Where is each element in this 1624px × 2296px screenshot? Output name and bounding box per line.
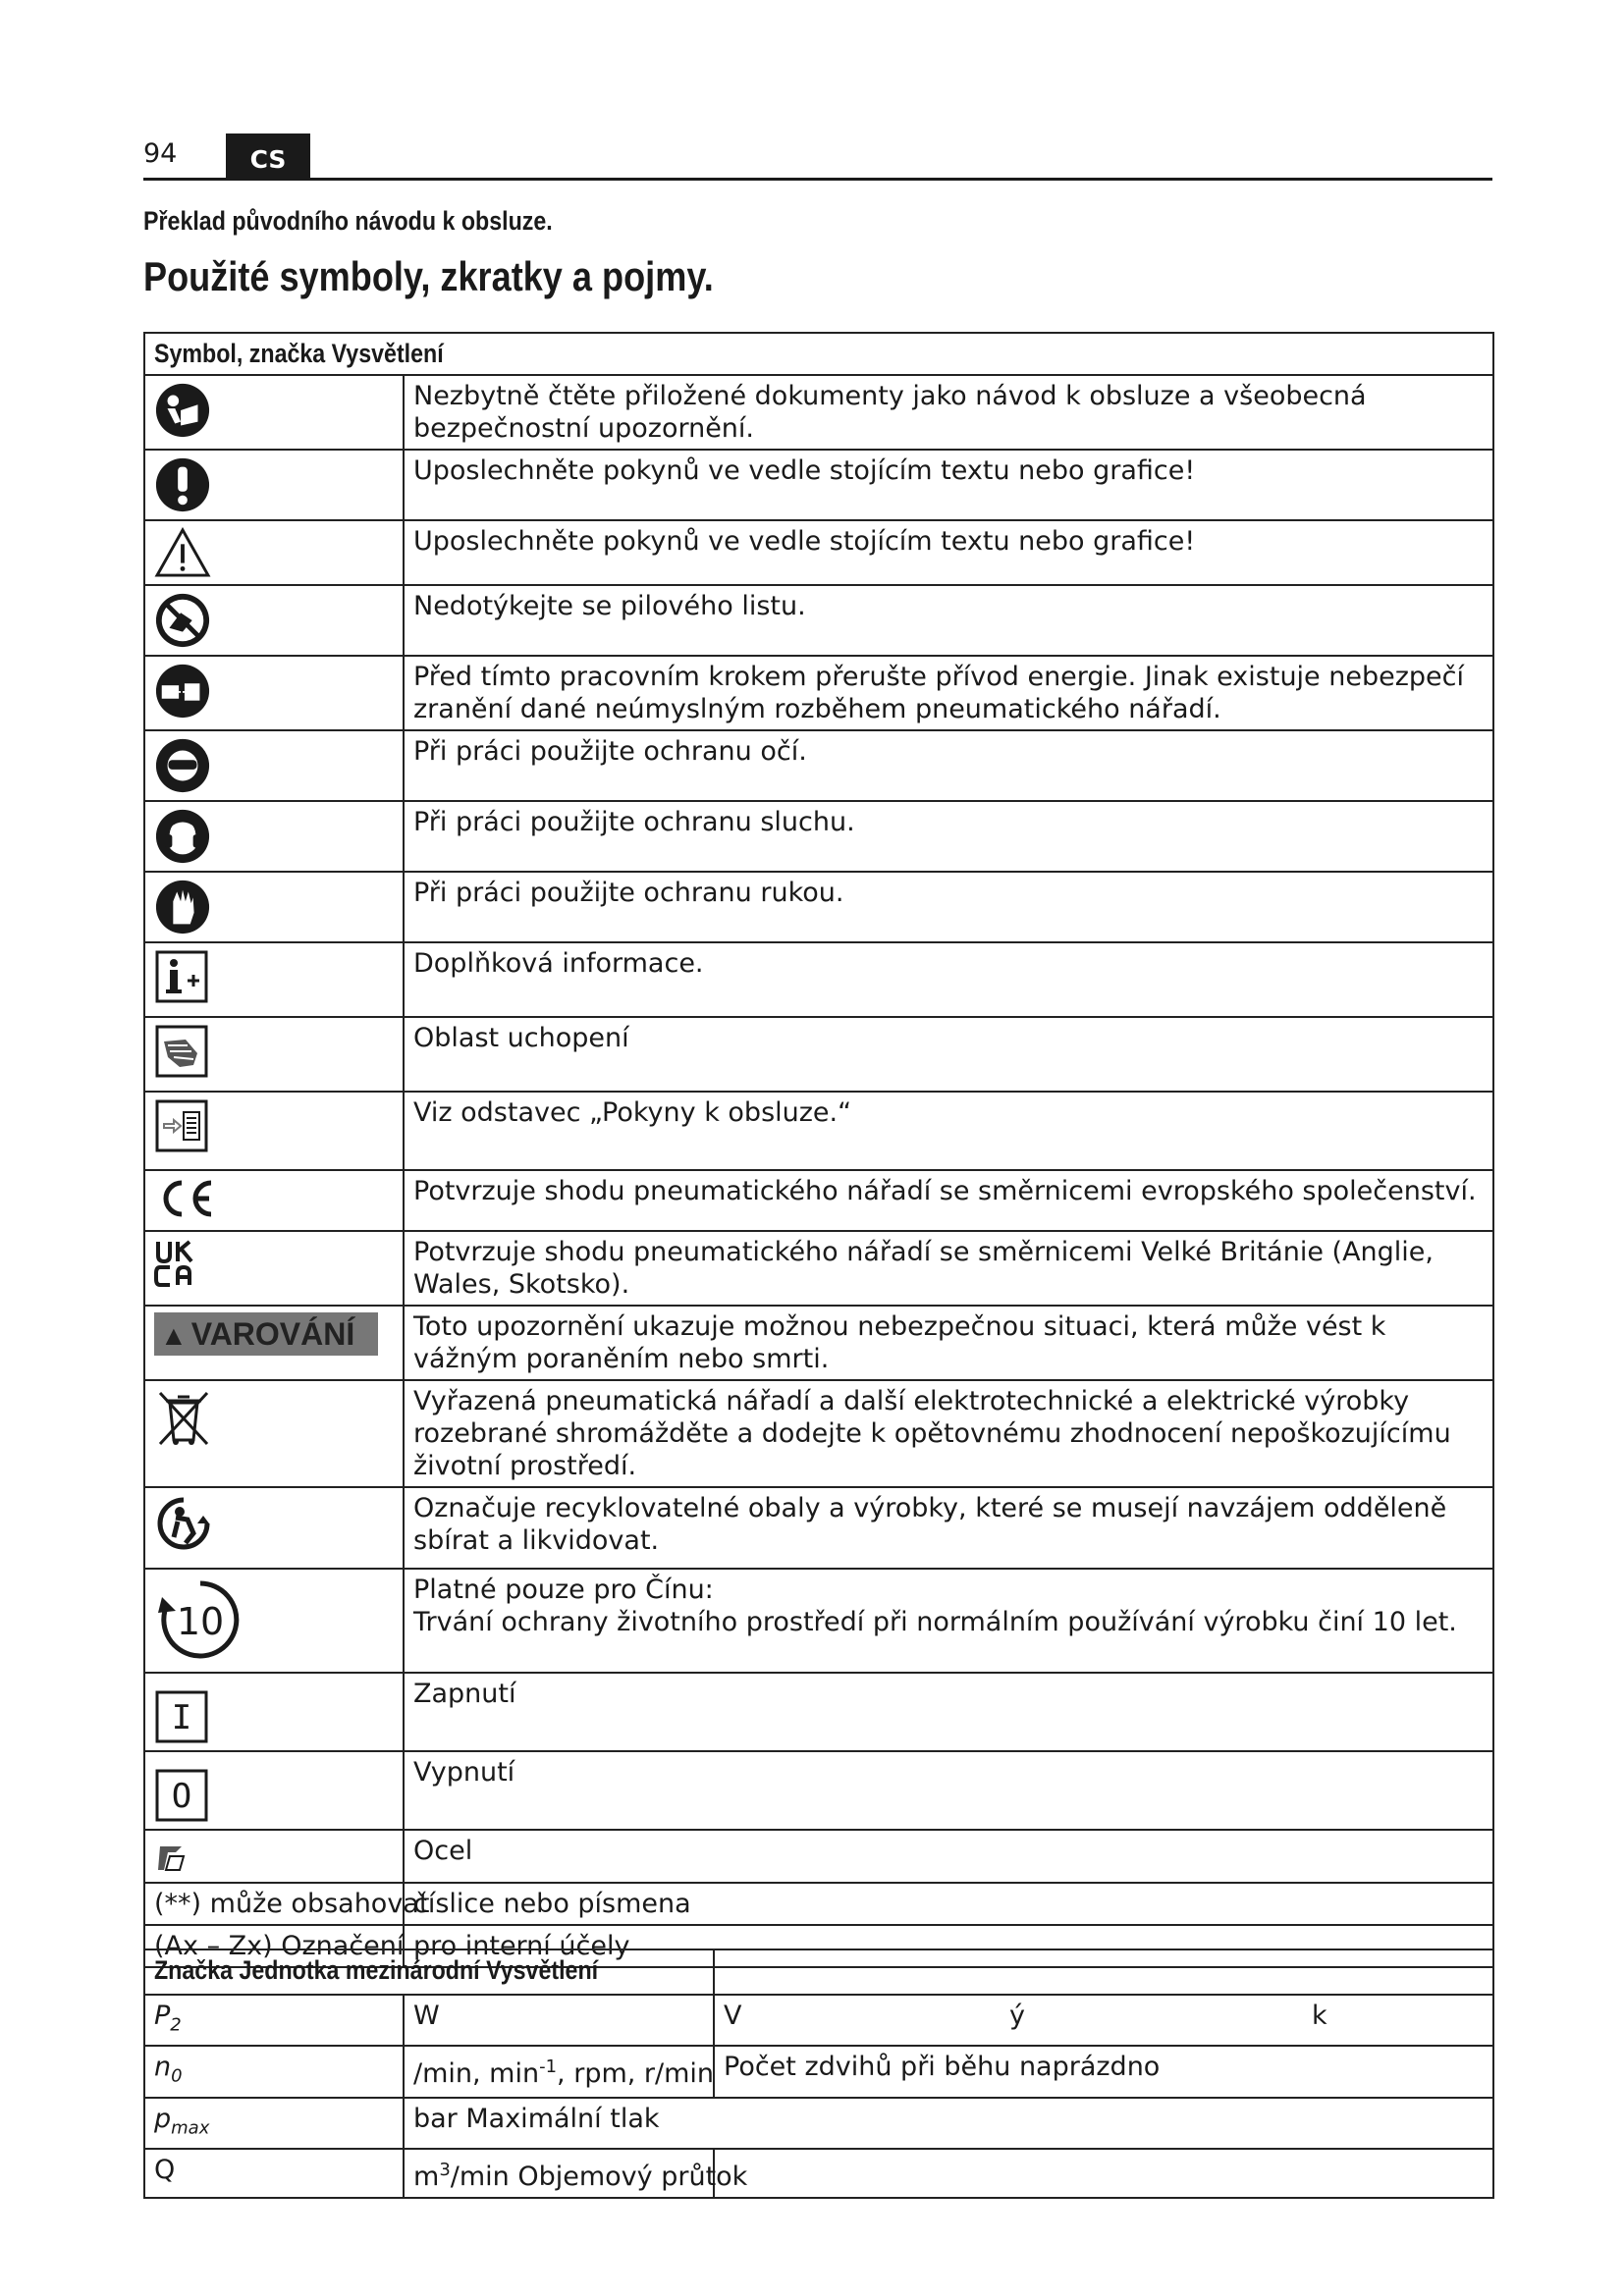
page-title: Použité symboly, zkratky a pojmy.: [143, 253, 714, 299]
table-row: [144, 1751, 1493, 1830]
table-row: [144, 801, 1493, 872]
table-row: [144, 1017, 1493, 1092]
footer-cell-left: (**) může obsahovat: [144, 1883, 404, 1925]
ukca-mark-icon: [154, 1238, 197, 1289]
icon-cell: [144, 1487, 404, 1569]
table-row: [144, 450, 1493, 520]
explanation-cell: [404, 1569, 1493, 1673]
hand-protection-icon: [154, 879, 211, 935]
header-rule: [143, 178, 1492, 181]
symbol-cell: Q: [144, 2149, 404, 2198]
hearing-protection-icon: [154, 808, 211, 865]
table-row: [144, 1883, 1493, 1925]
footer-cell-right: pro interní účely: [404, 1925, 1493, 1967]
symbol-cell: $n_0$: [144, 2046, 404, 2097]
symbol-cell: $P_2$: [144, 1995, 404, 2046]
see-section-icon: [154, 1098, 209, 1153]
disconnect-air-supply-icon: [154, 663, 211, 720]
china-rohs-10-icon: [154, 1575, 246, 1664]
unit-cell: $m^3/\min$ Objemový průtok: [404, 2149, 714, 2198]
icon-cell: [144, 1830, 404, 1883]
fragment-text: V: [724, 2001, 742, 2031]
table-row: [144, 1487, 1493, 1569]
description-cell: Počet zdvihů při běhu naprázdno: [714, 2046, 1493, 2097]
icon-cell: [144, 942, 404, 1017]
table-row: [144, 730, 1493, 801]
table-row: [144, 656, 1493, 730]
icon-cell: [144, 1231, 404, 1306]
table-row: [144, 1170, 1493, 1231]
table-row: [144, 520, 1493, 585]
icon-cell: [144, 1673, 404, 1751]
table-row: [144, 1830, 1493, 1883]
empty-cell: [714, 2149, 1493, 2198]
icon-cell: [144, 1170, 404, 1231]
icon-cell: [144, 1569, 404, 1673]
explanation-cell: Toto upozornění ukazuje možnou nebezpečnou situaci, která může vést k vážným poraněním nebo smrti.: [404, 1306, 1493, 1380]
explanation-line: Trvání ochrany životního prostředí při normálním používání výrobku činí 10 let.: [413, 1607, 1457, 1637]
fragment-text: ý: [1009, 2001, 1025, 2031]
language-tab: CS: [226, 133, 310, 179]
icon-cell: [144, 585, 404, 656]
explanation-cell: Uposlechněte pokynů ve vedle stojícím textu nebo grafice!: [404, 520, 1493, 585]
table-row: [144, 585, 1493, 656]
grip-area-icon: [154, 1024, 209, 1079]
explanation-cell: Před tímto pracovním krokem přerušte přívod energie. Jinak existuje nebezpečí zranění dané neúmyslným rozběhem pneumatického nářadí.: [404, 656, 1493, 730]
explanation-line: Platné pouze pro Čínu:: [413, 1575, 714, 1605]
explanation-cell: Při práci použijte ochranu sluchu.: [404, 801, 1493, 872]
table-row: [144, 375, 1493, 450]
explanation-cell: Nezbytně čtěte přiložené dokumenty jako návod k obsluze a všeobecná bezpečnostní upozornění.: [404, 375, 1493, 450]
icon-cell: [144, 656, 404, 730]
steel-icon: [154, 1841, 189, 1876]
table-row: [144, 2149, 1493, 2198]
explanation-cell: Potvrzuje shodu pneumatického nářadí se směrnicemi evropského společenství.: [404, 1170, 1493, 1231]
explanation-cell: Oblast uchopení: [404, 1017, 1493, 1092]
symbols-table-header: Symbol, značka Vysvětlení: [144, 333, 1493, 375]
table-row: [144, 2046, 1493, 2097]
explanation-cell: Označuje recyklovatelné obaly a výrobky, které se musejí navzájem odděleně sbírat a likvidovat.: [404, 1487, 1493, 1569]
eye-protection-icon: [154, 737, 211, 794]
warning-triangle-icon: [154, 527, 211, 578]
table-row: [144, 1569, 1493, 1673]
fragment-text: k: [1312, 2001, 1327, 2031]
explanation-cell: Doplňková informace.: [404, 942, 1493, 1017]
icon-cell: [144, 1380, 404, 1487]
icon-cell: [144, 1751, 404, 1830]
read-manual-icon: [154, 382, 211, 439]
table-row: [144, 1306, 1493, 1380]
table-row: [144, 1673, 1493, 1751]
explanation-cell: Při práci použijte ochranu rukou.: [404, 872, 1493, 942]
switch-on-icon: [154, 1689, 209, 1744]
footer-cell-right: číslice nebo písmena: [404, 1883, 1493, 1925]
icon-cell: [144, 801, 404, 872]
icon-cell: [144, 730, 404, 801]
info-plus-icon: [154, 949, 209, 1004]
switch-off-icon: [154, 1768, 209, 1823]
explanation-cell: Zapnutí: [404, 1673, 1493, 1751]
explanation-cell: Ocel: [404, 1830, 1493, 1883]
explanation-cell: Nedotýkejte se pilového listu.: [404, 585, 1493, 656]
svg-text:10: 10: [176, 1600, 225, 1643]
icon-cell: [144, 450, 404, 520]
description-cell: [714, 1995, 1493, 2046]
warning-badge: ▲ VAROVÁNÍ: [154, 1312, 378, 1356]
table-row: [144, 2098, 1493, 2149]
explanation-cell: Potvrzuje shodu pneumatického nářadí se směrnicemi Velké Británie (Anglie, Wales, Skotsko).: [404, 1231, 1493, 1306]
page-number: 94: [143, 138, 178, 169]
units-table: [143, 1949, 1494, 2199]
svg-text:O: O: [171, 1777, 192, 1816]
weee-bin-icon: [154, 1387, 213, 1448]
table-row: [144, 1380, 1493, 1487]
table-row: [144, 942, 1493, 1017]
document-subtitle: Překlad původního návodu k obsluze.: [143, 206, 553, 236]
table-row: [144, 1995, 1493, 2046]
explanation-cell: Vypnutí: [404, 1751, 1493, 1830]
unit-cell: W: [404, 1995, 714, 2046]
explanation-cell: Při práci použijte ochranu očí.: [404, 730, 1493, 801]
unit-description-cell: bar Maximální tlak: [404, 2098, 1493, 2149]
units-table-header: Značka Jednotka mezinárodní Vysvětlení: [144, 1949, 714, 1995]
icon-cell: [144, 375, 404, 450]
symbol-cell: $p_{max}$: [144, 2098, 404, 2149]
symbols-table: [143, 332, 1494, 1968]
footer-cell-left: (Ax – Zx) Označení: [144, 1925, 404, 1967]
table-row: [144, 872, 1493, 942]
recycle-icon: [154, 1494, 215, 1555]
svg-text:I: I: [171, 1698, 192, 1737]
explanation-cell: Viz odstavec „Pokyny k obsluze.“: [404, 1092, 1493, 1170]
do-not-touch-blade-icon: [154, 592, 211, 649]
unit-cell: /min, $\min^{-1}$, rpm, r/min: [404, 2046, 714, 2097]
explanation-cell: Vyřazená pneumatická nářadí a další elektrotechnické a elektrické výrobky rozebrané shromážděte a dodejte k opětovnému zhodnocení nepoškozujícímu životní prostředí.: [404, 1380, 1493, 1487]
mandatory-exclamation-icon: [154, 456, 211, 513]
warning-triangle-icon: ▲: [160, 1320, 188, 1351]
explanation-cell: Uposlechněte pokynů ve vedle stojícím textu nebo grafice!: [404, 450, 1493, 520]
header-empty-cell: [714, 1949, 1493, 1995]
icon-cell: [144, 1306, 404, 1380]
table-row: [144, 1231, 1493, 1306]
icon-cell: [144, 872, 404, 942]
icon-cell: [144, 1017, 404, 1092]
icon-cell: [144, 520, 404, 585]
ce-mark-icon: [154, 1177, 217, 1220]
icon-cell: [144, 1092, 404, 1170]
table-row: [144, 1092, 1493, 1170]
